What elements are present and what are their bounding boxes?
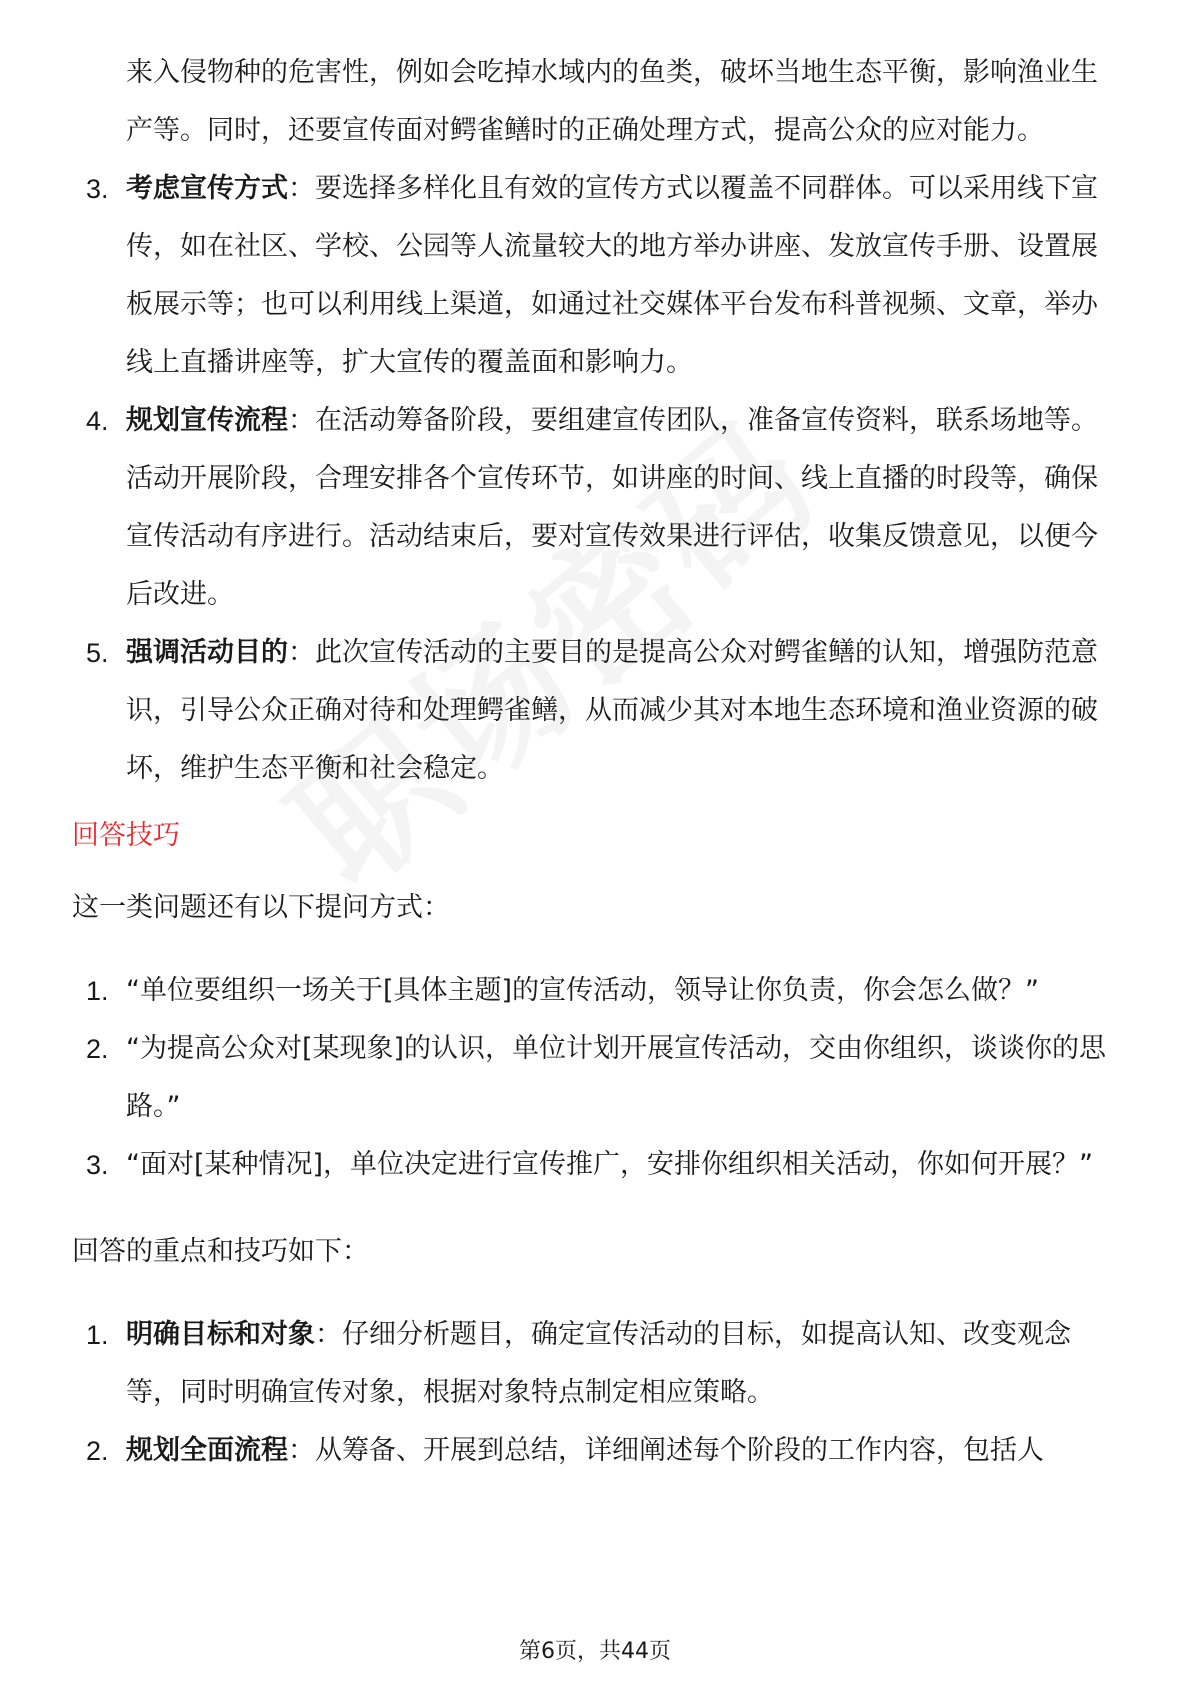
item-number: 2. [86, 1034, 109, 1064]
item-number: 3. [86, 174, 109, 204]
item-number: 4. [86, 406, 109, 436]
item-text: ：此次宣传活动的主要目的是提高公众对鳄雀鳝的认知，增强防范意识，引导公众正确对待和处理鳄雀鳝，从而减少其对本地生态环境和渔业资源的破坏，维护生态平衡和社会稳定。 [126, 637, 1098, 784]
item-number: 1. [86, 1320, 109, 1350]
list-item [72, 962, 1118, 1020]
page-footer: 第6页，共44页 [519, 1639, 671, 1664]
item-lead: 规划宣传流程 [126, 405, 288, 436]
intro-paragraph: 这一类问题还有以下提问方式： [72, 892, 450, 923]
list-item [72, 1306, 1118, 1422]
points-list [72, 160, 1118, 798]
item-text: ：从筹备、开展到总结，详细阐述每个阶段的工作内容，包括人 [288, 1435, 1044, 1466]
list-item [72, 1422, 1118, 1480]
item-text: ：仔细分析题目，确定宣传活动的目标，如提高认知、改变观念等，同时明确宣传对象，根据对象特点制定相应策略。 [126, 1319, 1071, 1408]
item-lead: 考虑宣传方式 [126, 173, 288, 204]
item-text: “为提高公众对[某现象]的认识，单位计划开展宣传活动，交由你组织，谈谈你的思路。” [126, 1033, 1107, 1122]
item-lead: 明确目标和对象 [126, 1319, 315, 1350]
item-text: ：在活动筹备阶段，要组建宣传团队，准备宣传资料，联系场地等。活动开展阶段，合理安排各个宣传环节，如讲座的时间、线上直播的时段等，确保宣传活动有序进行。活动结束后，要对宣传效果进行评估，收集反馈意见，以便今后改进。 [126, 405, 1098, 610]
item-text: “面对[某种情况]，单位决定进行宣传推广，安排你组织相关活动，你如何开展？” [126, 1149, 1094, 1180]
continuation-paragraph: 来入侵物种的危害性，例如会吃掉水域内的鱼类，破坏当地生态平衡，影响渔业生产等。同时，还要宣传面对鳄雀鳝时的正确处理方式，提高公众的应对能力。 [126, 57, 1098, 146]
item-number: 2. [86, 1436, 109, 1466]
item-number: 1. [86, 976, 109, 1006]
questions-list [72, 962, 1118, 1194]
item-lead: 强调活动目的 [126, 637, 288, 668]
tips-list [72, 1306, 1118, 1480]
item-number: 5. [86, 638, 109, 668]
list-item [72, 624, 1118, 798]
document-content [72, 44, 1118, 1480]
list-item [72, 392, 1118, 624]
section-title: 回答技巧 [72, 820, 180, 851]
list-item [72, 1020, 1118, 1136]
list-item [72, 1136, 1118, 1194]
item-text: “单位要组织一场关于[具体主题]的宣传活动，领导让你负责，你会怎么做？” [126, 975, 1040, 1006]
item-text: ：要选择多样化且有效的宣传方式以覆盖不同群体。可以采用线下宣传，如在社区、学校、公园等人流量较大的地方举办讲座、发放宣传手册、设置展板展示等；也可以利用线上渠道，如通过社交媒体平台发布科普视频、文章，举办线上直播讲座等，扩大宣传的覆盖面和影响力。 [126, 173, 1098, 378]
list-item [72, 160, 1118, 392]
tips-intro-paragraph: 回答的重点和技巧如下： [72, 1236, 369, 1267]
item-number: 3. [86, 1150, 109, 1180]
item-lead: 规划全面流程 [126, 1435, 288, 1466]
